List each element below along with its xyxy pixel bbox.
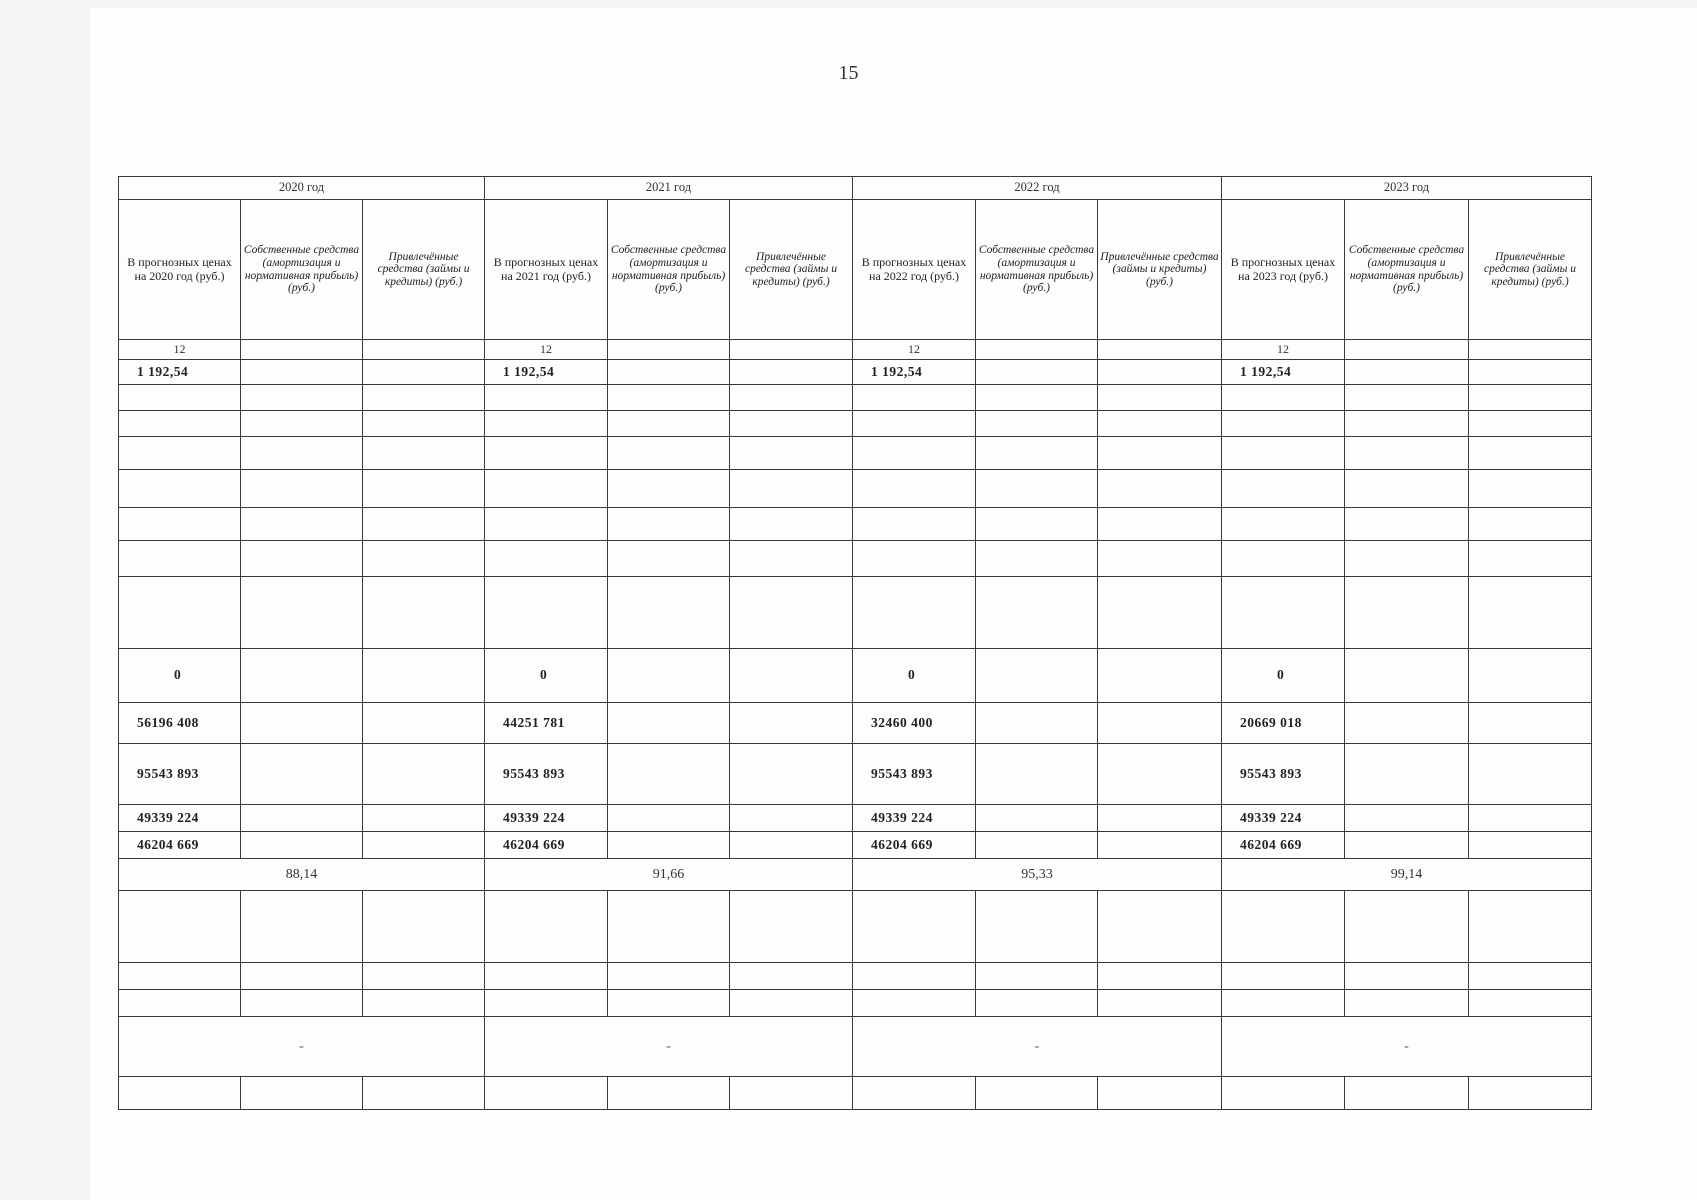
table-cell <box>976 703 1098 744</box>
table-cell <box>608 541 730 577</box>
table-cell <box>1098 649 1222 703</box>
table-cell <box>1469 891 1592 963</box>
table-cell: 1 192,54 <box>119 360 241 385</box>
table-cell <box>363 577 485 649</box>
table-cell <box>1098 1077 1222 1110</box>
table-cell <box>1469 990 1592 1017</box>
table-cell <box>608 649 730 703</box>
table-row-empty <box>119 508 1592 541</box>
table-cell <box>119 411 241 437</box>
table-cell <box>976 470 1098 508</box>
table-cell <box>1098 470 1222 508</box>
table-cell <box>608 990 730 1017</box>
table-cell <box>1098 437 1222 470</box>
table-cell <box>1469 360 1592 385</box>
table-cell <box>1345 703 1469 744</box>
table-cell <box>485 385 608 411</box>
table-cell <box>730 437 853 470</box>
table-cell <box>363 649 485 703</box>
table-cell <box>608 805 730 832</box>
table-cell <box>1222 385 1345 411</box>
table-cell <box>1345 508 1469 541</box>
table-cell <box>1345 990 1469 1017</box>
table-cell <box>1098 963 1222 990</box>
table-cell <box>730 340 853 360</box>
table-cell <box>1098 990 1222 1017</box>
table-row-empty <box>119 577 1592 649</box>
table-cell <box>1222 508 1345 541</box>
table-cell: 49339 224 <box>119 805 241 832</box>
merged-cell: 88,14 <box>119 859 485 891</box>
table-cell <box>485 990 608 1017</box>
table-cell <box>853 385 976 411</box>
table-cell <box>241 360 363 385</box>
table-cell <box>485 1077 608 1110</box>
table-cell <box>1222 437 1345 470</box>
table-cell: 95543 893 <box>119 744 241 805</box>
table-cell <box>1098 577 1222 649</box>
table-cell <box>1098 805 1222 832</box>
table-cell <box>241 990 363 1017</box>
table-cell: 32460 400 <box>853 703 976 744</box>
col-header-borrowed-funds: Привлечённые средства (займы и кредиты) (руб.) <box>730 200 853 340</box>
table-cell <box>976 360 1098 385</box>
table-cell <box>1345 437 1469 470</box>
table-row-empty <box>119 1077 1592 1110</box>
table-cell <box>1222 470 1345 508</box>
table-cell <box>1222 990 1345 1017</box>
table-row-index <box>119 340 1592 360</box>
table-cell <box>363 832 485 859</box>
table-cell <box>1222 411 1345 437</box>
table-cell <box>1098 891 1222 963</box>
col-header-forecast-price: В прогнозных ценах на 2023 год (руб.) <box>1222 200 1345 340</box>
table-cell: 12 <box>853 340 976 360</box>
table-cell <box>976 990 1098 1017</box>
table-cell <box>119 437 241 470</box>
table-cell <box>485 541 608 577</box>
table-cell: 1 192,54 <box>853 360 976 385</box>
table-cell <box>1222 1077 1345 1110</box>
table-cell <box>485 963 608 990</box>
table-cell <box>363 703 485 744</box>
table-cell: 12 <box>485 340 608 360</box>
table-cell <box>363 437 485 470</box>
table-cell <box>241 963 363 990</box>
table-cell: 46204 669 <box>485 832 608 859</box>
table-cell <box>976 340 1098 360</box>
table-cell <box>1098 411 1222 437</box>
col-header-borrowed-funds: Привлечённые средства (займы и кредиты) (руб.) <box>363 200 485 340</box>
table-cell <box>363 385 485 411</box>
table-cell: 12 <box>119 340 241 360</box>
table-cell <box>730 577 853 649</box>
table-cell <box>608 340 730 360</box>
table-cell <box>119 891 241 963</box>
table-cell <box>119 470 241 508</box>
table-cell <box>1345 541 1469 577</box>
table-cell <box>1222 577 1345 649</box>
table-cell <box>976 437 1098 470</box>
table-cell <box>853 577 976 649</box>
table-row-tariff <box>119 360 1592 385</box>
table-cell <box>1345 805 1469 832</box>
table-cell <box>241 1077 363 1110</box>
table-cell <box>363 805 485 832</box>
table-cell <box>1222 541 1345 577</box>
merged-cell: - <box>119 1017 485 1077</box>
year-row <box>119 177 1592 200</box>
table-row-empty <box>119 891 1592 963</box>
table-row-empty <box>119 470 1592 508</box>
table-cell <box>608 437 730 470</box>
table-cell <box>730 649 853 703</box>
table-cell <box>853 1077 976 1110</box>
table-cell <box>608 470 730 508</box>
table-cell <box>976 1077 1098 1110</box>
table-cell <box>730 963 853 990</box>
table-cell <box>730 832 853 859</box>
table-cell <box>363 411 485 437</box>
table-cell <box>853 470 976 508</box>
table-cell <box>853 508 976 541</box>
table-cell <box>730 990 853 1017</box>
table-cell <box>363 990 485 1017</box>
table-cell <box>241 744 363 805</box>
table-cell <box>485 577 608 649</box>
col-header-forecast-price: В прогнозных ценах на 2020 год (руб.) <box>119 200 241 340</box>
col-header-borrowed-funds: Привлечённые средства (займы и кредиты) (руб.) <box>1469 200 1592 340</box>
column-header-row <box>119 200 1592 340</box>
col-header-borrowed-funds: Привлечённые средства (займы и кредиты) (руб.) <box>1098 200 1222 340</box>
table-cell <box>1345 649 1469 703</box>
table-row-empty <box>119 963 1592 990</box>
table-cell <box>853 541 976 577</box>
table-cell <box>730 805 853 832</box>
table-cell <box>730 744 853 805</box>
table-cell <box>363 541 485 577</box>
table-cell <box>1345 577 1469 649</box>
table-cell <box>1469 577 1592 649</box>
table-cell <box>1469 411 1592 437</box>
table-cell <box>1098 360 1222 385</box>
table-cell: 44251 781 <box>485 703 608 744</box>
table-row-amount <box>119 744 1592 805</box>
table-cell <box>1098 541 1222 577</box>
table-cell <box>976 577 1098 649</box>
table-cell <box>241 805 363 832</box>
table-cell <box>976 963 1098 990</box>
table-cell <box>119 963 241 990</box>
table-cell <box>1345 385 1469 411</box>
page-number: 15 <box>838 62 859 84</box>
table-cell: 1 192,54 <box>485 360 608 385</box>
table-cell <box>363 340 485 360</box>
merged-cell: - <box>853 1017 1222 1077</box>
table-cell <box>608 703 730 744</box>
table-cell <box>241 508 363 541</box>
table-cell: 0 <box>119 649 241 703</box>
table-cell: 49339 224 <box>853 805 976 832</box>
table-cell <box>241 541 363 577</box>
table-cell <box>730 541 853 577</box>
table-cell <box>1469 385 1592 411</box>
col-header-forecast-price: В прогнозных ценах на 2021 год (руб.) <box>485 200 608 340</box>
table-cell <box>1098 340 1222 360</box>
table-cell <box>730 703 853 744</box>
table-cell: 49339 224 <box>1222 805 1345 832</box>
col-header-forecast-price: В прогнозных ценах на 2022 год (руб.) <box>853 200 976 340</box>
table-cell: 20669 018 <box>1222 703 1345 744</box>
table-cell <box>608 411 730 437</box>
table-cell <box>1469 649 1592 703</box>
table-cell <box>976 805 1098 832</box>
table-cell <box>1469 470 1592 508</box>
table-cell <box>608 744 730 805</box>
col-header-own-funds: Собственные средства (амортизация и нормативная прибыль) (руб.) <box>241 200 363 340</box>
table-cell <box>241 703 363 744</box>
table-cell <box>241 577 363 649</box>
table-cell <box>363 1077 485 1110</box>
table-cell <box>1098 832 1222 859</box>
table-row-amount <box>119 703 1592 744</box>
table-cell <box>1469 437 1592 470</box>
table-cell <box>241 340 363 360</box>
table-cell: 0 <box>853 649 976 703</box>
table-cell <box>1469 832 1592 859</box>
table-cell <box>730 360 853 385</box>
table-cell <box>853 963 976 990</box>
table-cell <box>485 470 608 508</box>
table-cell <box>608 1077 730 1110</box>
table-cell <box>241 385 363 411</box>
table-cell <box>119 990 241 1017</box>
table-cell: 46204 669 <box>1222 832 1345 859</box>
table-cell <box>363 508 485 541</box>
table-cell <box>1469 963 1592 990</box>
table-cell <box>1345 470 1469 508</box>
table-cell <box>730 411 853 437</box>
year-header: 2023 год <box>1222 177 1592 200</box>
table-cell <box>1469 703 1592 744</box>
table-cell <box>1345 1077 1469 1110</box>
table-cell <box>1345 340 1469 360</box>
table-cell: 49339 224 <box>485 805 608 832</box>
table-cell: 0 <box>485 649 608 703</box>
table-cell <box>730 385 853 411</box>
table-cell <box>976 744 1098 805</box>
table-cell <box>608 360 730 385</box>
merged-cell: - <box>1222 1017 1592 1077</box>
merged-cell: - <box>485 1017 853 1077</box>
table-row-empty <box>119 541 1592 577</box>
table-cell <box>853 411 976 437</box>
table-cell <box>241 470 363 508</box>
table-cell <box>976 541 1098 577</box>
table-row-empty <box>119 411 1592 437</box>
table-cell <box>608 832 730 859</box>
table-cell <box>363 963 485 990</box>
table-cell <box>119 385 241 411</box>
table-cell <box>1345 360 1469 385</box>
table-cell <box>1345 891 1469 963</box>
year-header: 2020 год <box>119 177 485 200</box>
table-cell <box>730 1077 853 1110</box>
merged-cell: 91,66 <box>485 859 853 891</box>
table-cell <box>1345 963 1469 990</box>
table-cell <box>1469 508 1592 541</box>
table-cell <box>608 577 730 649</box>
table-cell: 95543 893 <box>485 744 608 805</box>
table-cell: 1 192,54 <box>1222 360 1345 385</box>
table-row-merged <box>119 859 1592 891</box>
table-cell <box>976 891 1098 963</box>
table-cell <box>1469 541 1592 577</box>
table-cell <box>485 411 608 437</box>
table-cell <box>730 470 853 508</box>
year-header: 2022 год <box>853 177 1222 200</box>
table-cell <box>608 891 730 963</box>
table-cell <box>1469 744 1592 805</box>
table-cell <box>1098 703 1222 744</box>
table-cell <box>363 360 485 385</box>
table-cell <box>853 437 976 470</box>
table-cell <box>608 508 730 541</box>
investment-table <box>118 176 1592 1110</box>
table-cell <box>976 411 1098 437</box>
table-cell: 95543 893 <box>853 744 976 805</box>
col-header-own-funds: Собственные средства (амортизация и нормативная прибыль) (руб.) <box>608 200 730 340</box>
table-cell <box>363 470 485 508</box>
table-cell <box>608 963 730 990</box>
table-row-amount <box>119 832 1592 859</box>
table-cell: 46204 669 <box>119 832 241 859</box>
table-cell <box>363 744 485 805</box>
table-cell <box>1469 1077 1592 1110</box>
table-cell <box>730 891 853 963</box>
table-cell: 46204 669 <box>853 832 976 859</box>
table-cell <box>730 508 853 541</box>
merged-cell: 99,14 <box>1222 859 1592 891</box>
table-cell <box>976 508 1098 541</box>
year-header: 2021 год <box>485 177 853 200</box>
table-cell <box>241 411 363 437</box>
table-cell <box>1345 744 1469 805</box>
table-cell: 95543 893 <box>1222 744 1345 805</box>
table-row-empty <box>119 990 1592 1017</box>
table-cell <box>363 891 485 963</box>
table-cell <box>119 577 241 649</box>
table-cell <box>976 385 1098 411</box>
table-cell <box>976 832 1098 859</box>
table-cell: 56196 408 <box>119 703 241 744</box>
table-cell <box>241 649 363 703</box>
table-cell: 0 <box>1222 649 1345 703</box>
table-cell <box>485 508 608 541</box>
table-cell <box>1098 508 1222 541</box>
col-header-own-funds: Собственные средства (амортизация и нормативная прибыль) (руб.) <box>976 200 1098 340</box>
table-cell <box>608 385 730 411</box>
table-cell <box>1222 963 1345 990</box>
table-cell: 12 <box>1222 340 1345 360</box>
table-cell <box>1469 805 1592 832</box>
table-cell <box>1345 832 1469 859</box>
table-cell <box>241 891 363 963</box>
table-cell <box>1098 744 1222 805</box>
table-cell <box>1345 411 1469 437</box>
table-cell <box>119 1077 241 1110</box>
table-cell <box>1469 340 1592 360</box>
table-row-zero <box>119 649 1592 703</box>
table-row-amount <box>119 805 1592 832</box>
table-cell <box>119 541 241 577</box>
table-row-empty <box>119 385 1592 411</box>
table-row-empty <box>119 437 1592 470</box>
table-cell <box>485 437 608 470</box>
table-cell <box>241 437 363 470</box>
table-cell <box>1222 891 1345 963</box>
table-cell <box>485 891 608 963</box>
table-cell <box>241 832 363 859</box>
merged-cell: 95,33 <box>853 859 1222 891</box>
table-cell <box>853 990 976 1017</box>
table-row-dash <box>119 1017 1592 1077</box>
table-cell <box>1098 385 1222 411</box>
table-cell <box>119 508 241 541</box>
table-cell <box>853 891 976 963</box>
col-header-own-funds: Собственные средства (амортизация и нормативная прибыль) (руб.) <box>1345 200 1469 340</box>
table-cell <box>976 649 1098 703</box>
